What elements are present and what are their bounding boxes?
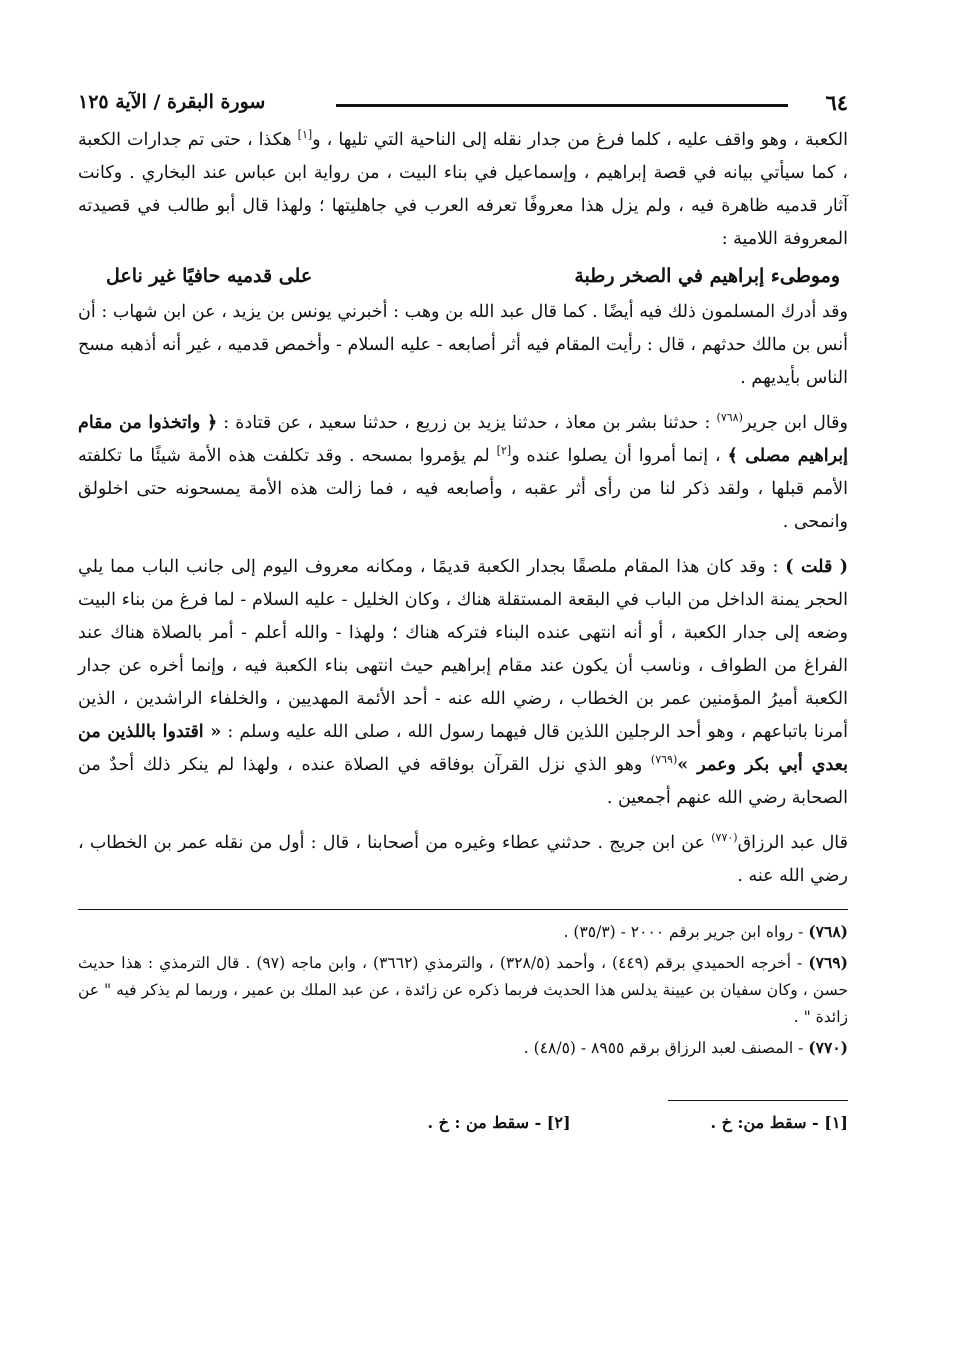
text-run: قال عبد الرزاق: [737, 833, 849, 853]
endnote-text: - رواه ابن جرير برقم ٢٠٠٠ - (٣٥/٣) .: [563, 923, 809, 941]
footnotes: [78, 1113, 848, 1132]
footnotes-divider: [668, 1100, 848, 1101]
text-run: : حدثنا بشر بن معاذ ، حدثنا يزيد بن زريع ، حدثنا سعيد ، عن قتادة :: [217, 413, 717, 433]
text-run: وهو الذي نزل القرآن بوفاقه في الصلاة عنده ، ولهذا لم ينكر ذلك أحدٌ من الصحابة رضي الله عنهم أجمعين .: [78, 755, 848, 808]
text-run: لم يؤمروا بمسحه . وقد تكلفت هذه الأمة شيئًا ما تكلفته الأمم قبلها ، ولقد ذكر لنا من رأى أثر عقبه ، وأصابعه فيه ، فما زالت هذه الأمة يمسحونه حتى اخلولق وانمحى .: [78, 446, 848, 532]
running-header: [78, 80, 848, 124]
endnotes-divider: [78, 909, 848, 910]
header-rule: [336, 104, 788, 107]
footnote-ref[interactable]: [٢]: [496, 444, 512, 458]
poem-hemistich-right: وموطىء إبراهيم في الصخر رطبة: [574, 265, 840, 287]
paragraph-4: [78, 551, 848, 815]
paragraph-1: [78, 124, 848, 256]
endnote-item: [78, 1034, 848, 1062]
endnote-number: (٧٦٩): [808, 953, 848, 972]
paragraph-5: [78, 827, 848, 893]
endnote-number: (٧٧٠): [808, 1038, 848, 1057]
hadith-quote: « اقتدوا باللذين من بعدي أبي بكر وعمر »: [78, 722, 848, 775]
text-run: عن ابن جريج . حدثني عطاء وغيره من أصحابنا ، قال : أول من نقله عمر بن الخطاب ، رضي الله عنه .: [78, 833, 848, 886]
endnote-number: (٧٦٨): [808, 922, 848, 941]
text-run: وقال ابن جرير: [742, 413, 848, 433]
paragraph-2: وقد أدرك المسلمون ذلك فيه أيضًا . كما قال عبد الله بن وهب : أخبرني يونس بن يزيد ، عن ابن شهاب : أن أنس بن مالك حدثهم ، قال : رأيت المقام فيه أثر أصابعه - عليه السلام - وأخمص قدميه ، غير أنه أذهبه مسح الناس بأيديهم .: [78, 302, 848, 388]
endnote-ref[interactable]: (٧٦٨): [716, 411, 743, 425]
book-page: [78, 80, 848, 1300]
surah-title: سورة البقرة / الآية ١٢٥: [78, 91, 266, 113]
endnote-text: - المصنف لعبد الرزاق برقم ٨٩٥٥ - (٤٨/٥) .: [523, 1039, 809, 1057]
text-run: : وقد كان هذا المقام ملصقًا بجدار الكعبة قديمًا ، ومكانه معروف اليوم إلى جانب الباب مما يلي الحجر يمنة الداخل من الباب في البقعة المستقلة هناك ، وكان الخليل - عليه السلام - لما فرغ من بناء البيت وضعه إلى جدار الكعبة ، أو أنه انتهى عنده البناء فتركه هناك ؛ ولهذا - والله أعلم - أمر بالصلاة هناك عند الفراغ من الطواف ، وناسب أن يكون عند مقام إبراهيم حيث انتهى بناء الكعبة فيه ، وإنما أخره عن جدار الكعبة أميرُ المؤمنين عمر بن الخطاب ، رضي الله عنه - أحد الأئمة المهديين ، والخلفاء الراشدين ، الذين أمرنا باتباعهم ، وهو أحد الرجلين اللذين قال فيهما رسول الله ، صلى الله عليه وسلم :: [78, 557, 848, 742]
footnote-2: [٢] - سقط من : خ .: [427, 1113, 571, 1132]
endnote-item: [78, 918, 848, 946]
page-number: ٦٤: [825, 89, 848, 115]
endnote-ref[interactable]: (٧٧٠): [711, 831, 738, 845]
paragraph-3: [78, 407, 848, 539]
endnotes: [78, 918, 848, 1062]
footnote-1: [١] - سقط من: خ .: [710, 1113, 848, 1132]
qultu-label: ( قلت ): [785, 557, 848, 577]
footnote-ref[interactable]: [١]: [297, 128, 313, 142]
endnote-item: [78, 949, 848, 1031]
main-text: [78, 124, 848, 893]
quran-verse: ﴿ واتخذوا من مقام إبراهيم مصلى ﴾: [78, 413, 848, 466]
endnote-ref[interactable]: (٧٦٩): [650, 753, 678, 767]
endnote-text: - أخرجه الحميدي برقم (٤٤٩) ، وأحمد (٣٢٨/٥) ، والترمذي (٣٦٦٢) ، وابن ماجه (٩٧) . قال الترمذي : هذا حديث حسن ، وكان سفيان بن عيينة يدلس هذا الحديث فربما ذكره عن زائدة ، عن عبد الملك بن عمير ، وربما لم يذكر فيه " عن زائدة " .: [78, 954, 848, 1026]
text-run: ، إنما أمروا أن يصلوا عنده و: [511, 446, 728, 466]
text-run: الكعبة ، وهو واقف عليه ، كلما فرغ من جدار نقله إلى الناحية التي تليها ، و: [312, 130, 848, 150]
poem-hemistich-left: على قدميه حافيًا غير ناعل: [106, 265, 313, 287]
poem-verse: [78, 256, 848, 296]
text-run: هكذا ، حتى تم جدارات الكعبة ، كما سيأتي بيانه في قصة إبراهيم ، وإسماعيل في بناء البيت ، من رواية ابن عباس عند البخاري . وكانت آثار قدميه ظاهرة فيه ، ولم يزل هذا معروفًا تعرفه العرب في جاهليتها ؛ ولهذا قال أبو طالب في قصيدته المعروفة اللامية :: [78, 130, 848, 249]
